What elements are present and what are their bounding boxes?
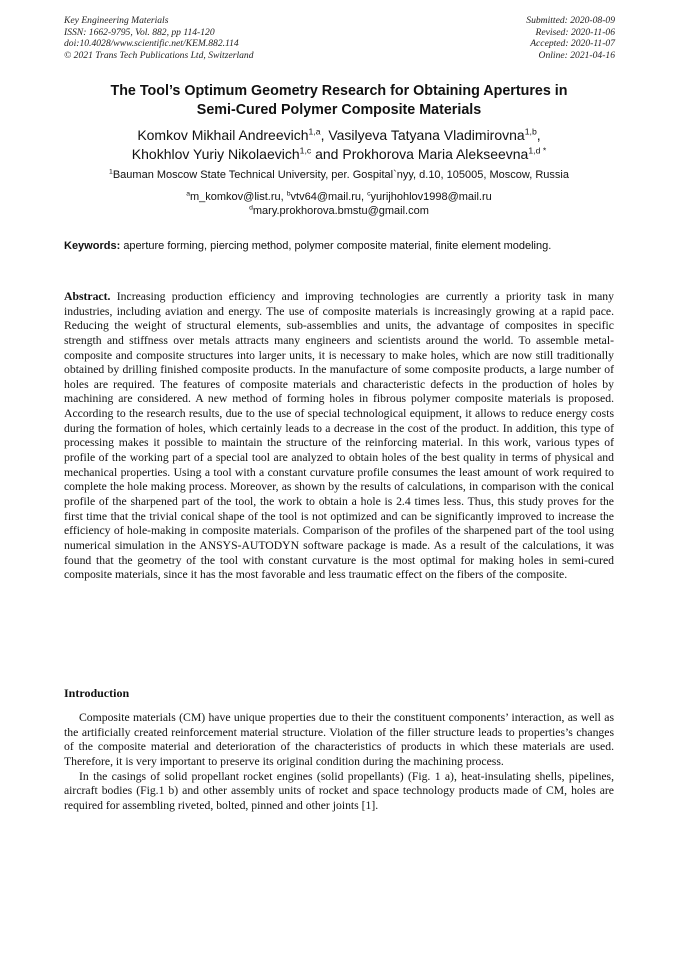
abstract-label: Abstract.	[64, 290, 111, 303]
abstract-text: Increasing production efficiency and improving technologies are currently a priority task in many industries, including aviation and energy. The use of composite materials is increasingly growing at a rapid pace. Reducing the weight of structural elements, sub-assemblies and units, the advantage of composites in specific strength and stiffness over metals attracts many engineers and scientists around the world. To assemble metal-composite and composite structures into larger units, it is necessary to make holes, which are now still traditionally obtained by drilling finished composite products. In the manufacture of some composite products, a large number of holes are required. The features of composite materials and characteristic defects in the production of holes by machining are considered. A new method of forming holes in fibrous polymer composite materials is proposed. According to the research results, due to the use of special technological equipment, it allows to reduce energy costs during the formation of holes, which certainly leads to a decrease in the cost of the product. In addition, this type of processing makes it possible to maintain the structure of the reinforcing material. In this work, various types of profile of the working part of a special tool are analyzed to obtain holes of the best quality in terms of physical and mechanical properties. Using a tool with a constant curvature profile consumes the least amount of work required to complete the hole making process. Moreover, as shown by the results of calculations, in comparison with the conical profile of the sharpened part of the tool, the work to obtain a hole is 2.4 times less. Thus, this study proves for the first time that the trivial conical shape of the tool is not optimized and can be significantly improved to increase the efficiency of hole-making in composite materials. Comparison of the profiles of the sharpened part of the tool using numerical simulation in the ANSYS-AUTODYN software package is made. As a result of the calculations, it was found that the geometry of the tool with constant curvature is the most optimal for making holes in semi-cured composite materials, since it has the most favorable and less traumatic effect on the fibers of the composite.	[64, 290, 614, 582]
date-revised: Revised: 2020-11-06	[535, 26, 615, 38]
author-list	[40, 126, 638, 163]
date-online: Online: 2021-04-16	[538, 49, 615, 61]
keywords	[64, 239, 614, 253]
author-emails	[40, 191, 638, 218]
author-name: Vasilyeva Tatyana Vladimirovna	[328, 127, 525, 143]
title-line-1: The Tool’s Optimum Geometry Research for Obtaining Apertures in	[110, 83, 568, 99]
journal-doi: doi:10.4028/www.scientific.net/KEM.882.114	[64, 38, 239, 50]
email-c: yurijhohlov1998@mail.ru	[370, 191, 492, 203]
keywords-label: Keywords:	[64, 240, 121, 252]
author-affiliation-mark: 1,d *	[528, 144, 547, 155]
introduction-body	[64, 711, 614, 813]
author-affiliation-mark: 1,c	[299, 144, 312, 155]
author-affiliation-mark: 1,a	[308, 126, 321, 137]
journal-info	[64, 15, 254, 61]
author-name: Komkov Mikhail Andreevich	[137, 127, 309, 143]
emails-line-2	[40, 205, 638, 219]
email-mark: d	[249, 203, 253, 211]
submission-dates	[526, 15, 615, 61]
journal-issn: ISSN: 1662-9795, Vol. 882, pp 114-120	[64, 26, 215, 38]
intro-paragraph-2: In the casings of solid propellant rocket engines (solid propellants) (Fig. 1 a), heat-insulating shells, pipelines, aircraft bodies (Fig.1 b) and other assembly units of rocket and space technology products made of CM, holes are required for assembling riveted, bolted, pinned and other joints [1].	[64, 769, 614, 812]
author-conjunction: and	[315, 145, 339, 162]
affiliation	[40, 169, 638, 182]
email-a: m_komkov@list.ru,	[190, 191, 284, 203]
section-heading-introduction: Introduction	[64, 686, 130, 700]
keywords-text: aperture forming, piercing method, polymer composite material, finite element modeling.	[123, 240, 552, 252]
abstract	[64, 290, 614, 583]
date-submitted: Submitted: 2020-08-09	[526, 15, 615, 26]
authors-line-2	[40, 145, 638, 164]
affiliation-text: Bauman Moscow State Technical University, per. Gospital`nyy, d.10, 105005, Moscow, Russia	[112, 169, 569, 181]
title-line-2: Semi-Cured Polymer Composite Materials	[196, 101, 482, 118]
author-affiliation-mark: 1,b	[524, 126, 537, 137]
author-name: Prokhorova Maria Alekseevna	[342, 145, 529, 162]
email-d: mary.prokhorova.bmstu@gmail.com	[252, 204, 429, 217]
email-mark: b	[286, 190, 291, 198]
email-mark: c	[367, 190, 371, 198]
affiliation-mark: 1	[109, 168, 113, 176]
email-mark: a	[186, 190, 190, 198]
journal-name: Key Engineering Materials	[64, 15, 169, 26]
journal-copyright: © 2021 Trans Tech Publications Ltd, Switzerland	[64, 49, 254, 61]
paper-title	[50, 82, 628, 119]
authors-line-1: Komkov Mikhail Andreevich$^{1,a}$, Vasilyeva Tatyana Vladimirovna$^{1,b}$,	[137, 126, 541, 143]
intro-paragraph-1: Composite materials (CM) have unique properties due to their the constituent components’ interaction, as well as the artificially created reinforcement material structure. Violation of the filler structure leads to properties’s changes of the composite material and deterioration of the characteristics of products in which these materials are used. Therefore, it is very important to preserve its original condition during the machining process.	[64, 711, 614, 768]
email-b: vtv64@mail.ru,	[290, 191, 365, 203]
emails-line-1	[40, 191, 638, 205]
author-name: Khokhlov Yuriy Nikolaevich	[131, 145, 300, 162]
date-accepted: Accepted: 2020-11-07	[530, 38, 615, 50]
